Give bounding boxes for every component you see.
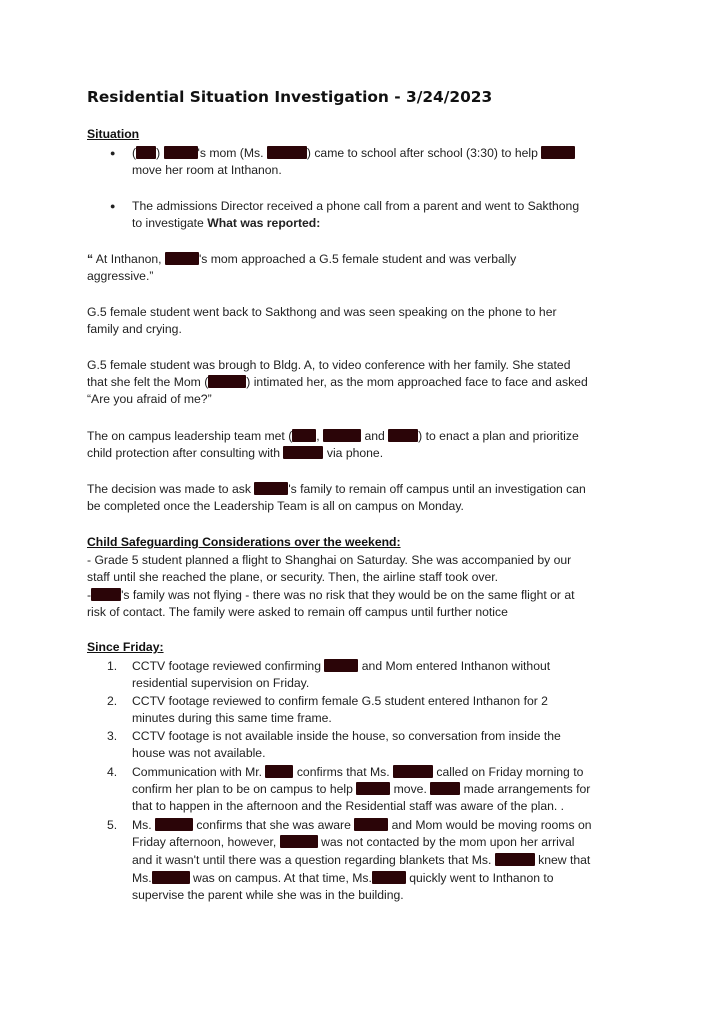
situation-bullet-1-line-2: move her room at Inthanon. [132,163,282,177]
safeguarding-heading: Child Safeguarding Considerations over the weekend: [87,535,401,549]
redaction-box [324,659,358,672]
redaction-box [388,429,418,442]
list-number: 4. [107,765,118,779]
situation-bullet-2-line-2: to investigate What was reported: [132,216,321,230]
redaction-box [254,482,288,495]
report-paragraph-2-line-2: family and crying. [87,322,182,336]
friday-item-5-line-3: and it wasn't until there was a question regarding blankets that Ms. knew that [132,853,591,867]
redaction-box [136,146,156,159]
redaction-box [267,146,307,159]
document-title: Residential Situation Investigation - 3/24/2023 [87,88,493,106]
redaction-box [541,146,575,159]
list-number: 5. [107,818,118,832]
redaction-box [356,782,390,795]
bullet-icon: ● [110,201,116,211]
bullet-icon: ● [110,148,116,158]
friday-item-5-line-5: supervise the parent while she was in the building. [132,888,404,902]
report-paragraph-3-line-2: that she felt the Mom ( ) intimated her, as the mom approached face to face and asked [87,375,588,389]
friday-item-3-line-2: house was not available. [132,746,266,760]
situation-bullet-2-line-1: The admissions Director received a phone call from a parent and went to Sakthong [132,199,580,213]
friday-item-5-line-4: Ms. was on campus. At that time, Ms. quickly went to Inthanon to [132,871,554,885]
friday-item-2-line-1: CCTV footage reviewed to confirm female G.5 student entered Inthanon for 2 [132,694,548,708]
redaction-box [393,765,433,778]
friday-item-1-line-2: residential supervision on Friday. [132,676,310,690]
situation-bullet-1-line-1: ( ) 's mom (Ms. ) came to school after school (3:30) to help [132,145,575,161]
report-paragraph-3-line-1: G.5 female student was brough to Bldg. A, to video conference with her family. She stated [87,358,571,372]
report-paragraph-5-line-2: be completed once the Leadership Team is all on campus on Monday. [87,499,464,513]
redaction-box [292,429,316,442]
list-number: 1. [107,659,118,673]
report-paragraph-2-line-1: G.5 female student went back to Sakthong and was seen speaking on the phone to her [87,305,557,319]
redaction-box [354,818,388,831]
safeguarding-line-4: risk of contact. The family were asked to remain off campus until further notice [87,605,508,619]
list-number: 3. [107,729,118,743]
friday-item-2-line-2: minutes during this same time frame. [132,711,332,725]
redaction-box [155,818,193,831]
situation-heading: Situation [87,127,140,141]
report-paragraph-1-line-2: aggressive.” [87,269,154,283]
friday-item-4-line-2: confirm her plan to be on campus to help move. made arrangements for [132,782,591,796]
since-friday-heading: Since Friday: [87,640,164,654]
friday-item-4-line-3: that to happen in the afternoon and the Residential staff was aware of the plan. . [132,799,565,813]
report-paragraph-1-line-1: “ At Inthanon, 's mom approached a G.5 female student and was verbally [87,252,517,266]
redaction-box [323,429,361,442]
friday-item-3-line-1: CCTV footage is not available inside the house, so conversation from inside the [132,729,561,743]
redaction-box [265,765,293,778]
redaction-box [283,446,323,459]
redaction-box [280,835,318,848]
list-number: 2. [107,694,118,708]
report-paragraph-3-line-3: “Are you afraid of me?” [87,392,212,406]
redaction-box [208,375,246,388]
safeguarding-line-2: staff until she reached the plane, or security. Then, the airline staff took over. [87,570,499,584]
redaction-box [495,853,535,866]
friday-item-1-line-1: CCTV footage reviewed confirming and Mom entered Inthanon without [132,659,551,673]
redaction-box [152,871,190,884]
friday-item-5-line-1: Ms. confirms that she was aware and Mom would be moving rooms on [132,818,592,832]
friday-item-4-line-1: Communication with Mr. confirms that Ms. called on Friday morning to [132,765,584,779]
redaction-box [430,782,460,795]
safeguarding-line-3: - 's family was not flying - there was no risk that they would be on the same flight or at [87,588,575,602]
redaction-box [372,871,406,884]
safeguarding-line-1: - Grade 5 student planned a flight to Shanghai on Saturday. She was accompanied by our [87,553,572,567]
redaction-box [91,588,121,601]
report-paragraph-5-line-1: The decision was made to ask 's family to remain off campus until an investigation can [87,482,586,496]
redaction-box [165,252,199,265]
redaction-box [164,146,198,159]
friday-item-5-line-2: Friday afternoon, however, was not contacted by the mom upon her arrival [132,835,575,849]
report-paragraph-4-line-2: child protection after consulting with via phone. [87,446,384,460]
report-paragraph-4-line-1: The on campus leadership team met ( , and ) to enact a plan and prioritize [87,429,579,443]
